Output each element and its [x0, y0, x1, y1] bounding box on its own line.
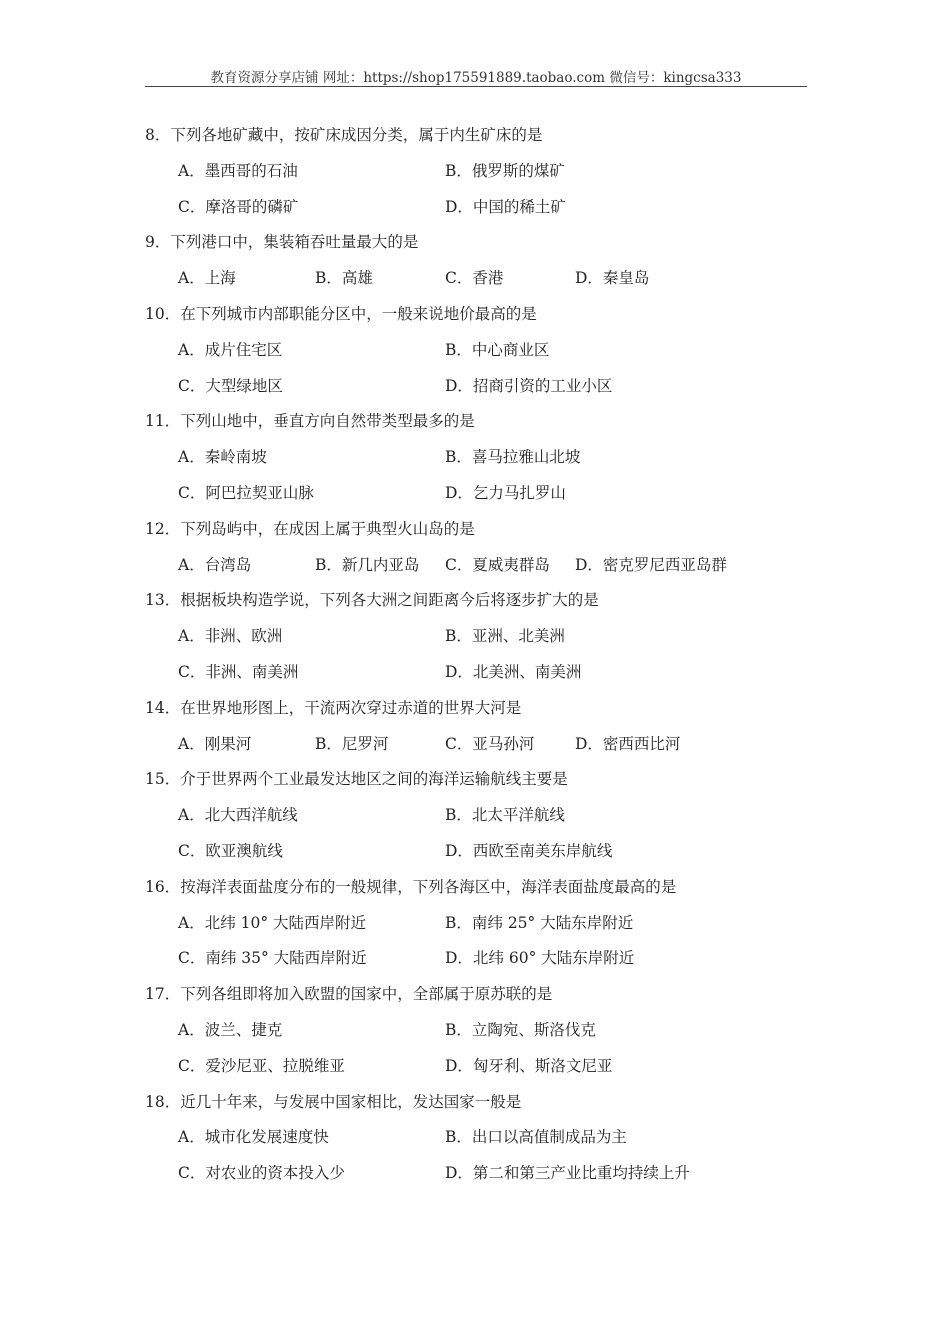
question-8 [0, 118, 950, 225]
option-a: A．秦岭南坡 [178, 448, 267, 467]
question-stem: 8．下列各地矿藏中，按矿床成因分类，属于内生矿床的是 [145, 126, 543, 144]
option-row [0, 941, 950, 977]
option-b: B．尼罗河 [315, 734, 389, 753]
option-a: A．墨西哥的石油 [178, 161, 298, 180]
question-stem: 17．下列各组即将加入欧盟的国家中，全部属于原苏联的是 [145, 985, 553, 1004]
question-16 [0, 870, 950, 977]
option-a: A．台湾岛 [178, 555, 252, 574]
option-a: A．上海 [178, 269, 236, 288]
question-9 [0, 225, 950, 297]
option-b: B．立陶宛、斯洛伐克 [445, 1020, 596, 1039]
option-d: D．北纬 60° 大陆东岸附近 [445, 949, 635, 968]
question-12 [0, 512, 950, 584]
option-c: C．摩洛哥的磷矿 [178, 197, 299, 216]
question-stem: 14．在世界地形图上，干流两次穿过赤道的世界大河是 [145, 698, 522, 717]
option-b: B．出口以高值制成品为主 [445, 1128, 627, 1147]
option-c: C．夏威夷群岛 [445, 555, 550, 574]
question-14 [0, 691, 950, 763]
option-c: C．香港 [445, 269, 504, 288]
option-c: C．欧亚澳航线 [178, 841, 283, 860]
question-stem: 15．介于世界两个工业最发达地区之间的海洋运输航线主要是 [145, 770, 568, 789]
option-row [0, 1049, 950, 1085]
question-11 [0, 404, 950, 511]
option-c: C．阿巴拉契亚山脉 [178, 483, 314, 502]
question-stem: 11．下列山地中，垂直方向自然带类型最多的是 [145, 412, 475, 431]
option-d: D．西欧至南美东岸航线 [445, 841, 613, 860]
option-row [0, 1156, 950, 1192]
option-a: A．非洲、欧洲 [178, 627, 283, 646]
option-b: B．高雄 [315, 269, 373, 288]
option-row [0, 834, 950, 870]
option-d: D．秦皇岛 [575, 269, 650, 288]
option-row [0, 548, 950, 584]
option-b: B．中心商业区 [445, 340, 550, 359]
option-d: D．第二和第三产业比重均持续上升 [445, 1164, 690, 1183]
option-row [0, 727, 950, 763]
option-b: B．南纬 25° 大陆东岸附近 [445, 913, 634, 932]
question-10 [0, 297, 950, 404]
option-b: B．亚洲、北美洲 [445, 627, 565, 646]
option-row [0, 190, 950, 226]
question-stem: 13．根据板块构造学说，下列各大洲之间距离今后将逐步扩大的是 [145, 591, 599, 610]
option-row [0, 440, 950, 476]
option-d: D．乞力马扎罗山 [445, 483, 566, 502]
option-b: B．北太平洋航线 [445, 806, 565, 825]
option-row [0, 1120, 950, 1156]
option-row [0, 655, 950, 691]
question-stem: 12．下列岛屿中，在成因上属于典型火山岛的是 [145, 519, 475, 538]
option-row [0, 1013, 950, 1049]
option-c: C．对农业的资本投入少 [178, 1164, 345, 1183]
header-divider [145, 86, 807, 87]
option-b: B．新几内亚岛 [315, 555, 420, 574]
option-c: C．爱沙尼亚、拉脱维亚 [178, 1056, 345, 1075]
question-17 [0, 977, 950, 1084]
option-a: A．成片住宅区 [178, 340, 283, 359]
option-a: A．刚果河 [178, 734, 252, 753]
option-row [0, 154, 950, 190]
option-row [0, 261, 950, 297]
page-header: 教育资源分享店铺 网址：https://shop175591889.taobao.com 微信号：kingcsa333 [210, 70, 742, 86]
question-stem: 10．在下列城市内部职能分区中，一般来说地价最高的是 [145, 304, 537, 323]
option-row [0, 476, 950, 512]
option-c: C．大型绿地区 [178, 376, 283, 395]
question-stem: 16．按海洋表面盐度分布的一般规律，下列各海区中，海洋表面盐度最高的是 [145, 877, 677, 896]
option-c: C．亚马孙河 [445, 734, 535, 753]
option-b: B．喜马拉雅山北坡 [445, 448, 581, 467]
option-d: D．密西西比河 [575, 734, 681, 753]
option-d: D．北美洲、南美洲 [445, 662, 582, 681]
question-15 [0, 762, 950, 869]
option-row [0, 619, 950, 655]
option-d: D．招商引资的工业小区 [445, 376, 613, 395]
question-stem: 18．近几十年来，与发展中国家相比，发达国家一般是 [145, 1092, 522, 1111]
option-c: C．南纬 35° 大陆西岸附近 [178, 949, 367, 968]
option-a: A．城市化发展速度快 [178, 1128, 329, 1147]
question-stem: 9．下列港口中，集装箱吞吐量最大的是 [145, 233, 419, 252]
question-13 [0, 583, 950, 690]
option-row [0, 906, 950, 942]
option-d: D．匈牙利、斯洛文尼亚 [445, 1056, 613, 1075]
option-row [0, 798, 950, 834]
option-c: C．非洲、南美洲 [178, 662, 299, 681]
option-row [0, 333, 950, 369]
option-d: D．中国的稀土矿 [445, 197, 566, 216]
option-row [0, 369, 950, 405]
option-a: A．北大西洋航线 [178, 806, 298, 825]
option-a: A．波兰、捷克 [178, 1020, 283, 1039]
option-a: A．北纬 10° 大陆西岸附近 [178, 913, 367, 932]
option-b: B．俄罗斯的煤矿 [445, 161, 565, 180]
question-list [0, 118, 950, 1192]
question-18 [0, 1085, 950, 1192]
option-d: D．密克罗尼西亚岛群 [575, 555, 727, 574]
